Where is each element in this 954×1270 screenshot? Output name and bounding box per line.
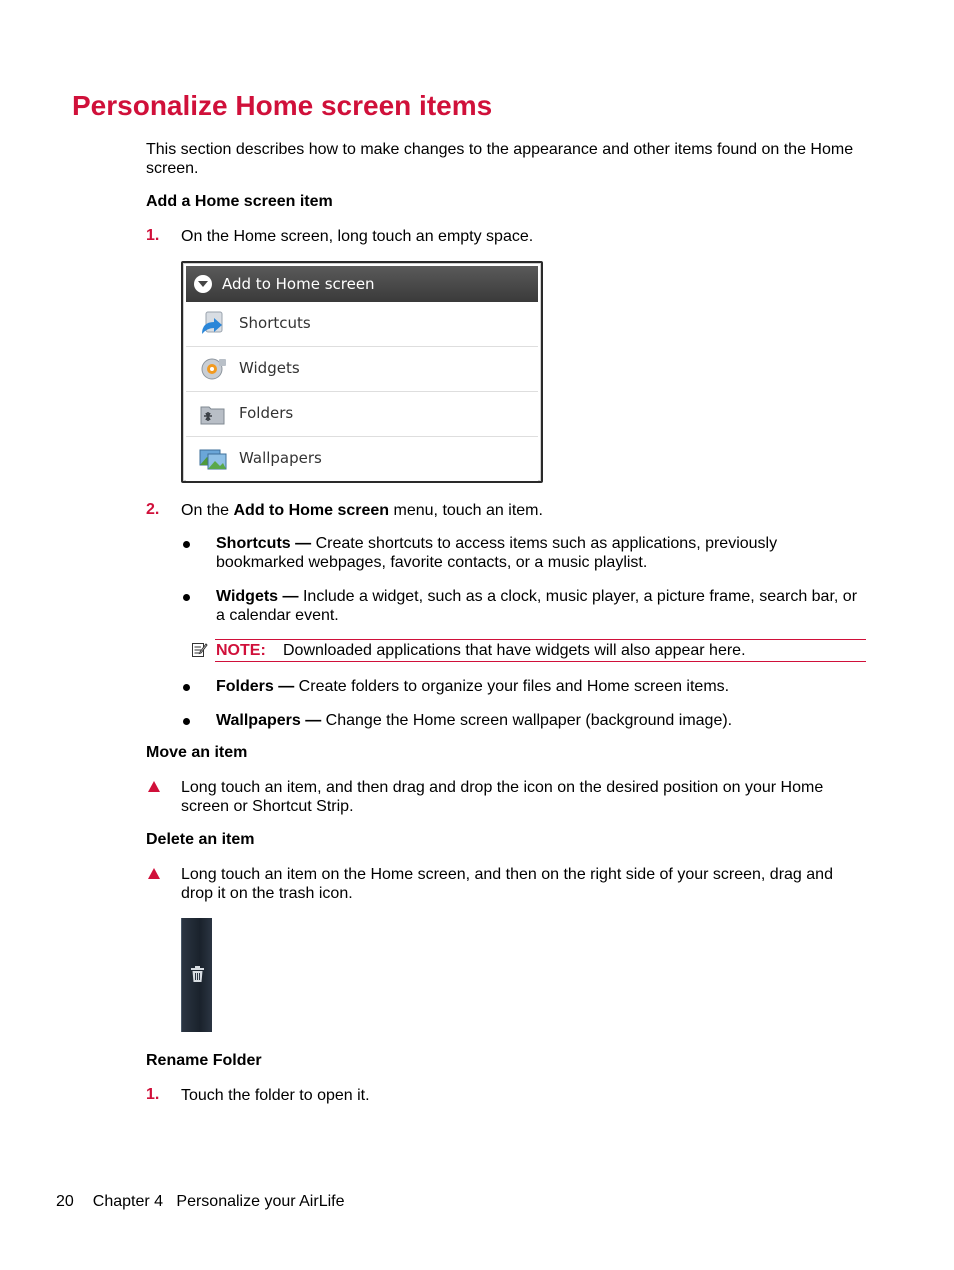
bullet-text: Include a widget, such as a clock, music player, a picture frame, search bar, or a calendar event. xyxy=(216,588,858,624)
wallpapers-icon xyxy=(198,445,228,473)
bullet-shortcuts xyxy=(216,534,866,572)
trash-icon xyxy=(191,966,204,982)
bullet-term: Shortcuts — xyxy=(216,535,312,552)
bullet-folders xyxy=(216,677,866,696)
note-bottom-rule xyxy=(215,661,866,662)
folders-icon xyxy=(198,400,228,428)
step-number: 1. xyxy=(146,227,160,244)
menu-item-folders[interactable] xyxy=(186,392,538,437)
menu-down-icon xyxy=(194,275,212,293)
bullet-widgets xyxy=(216,587,866,625)
bullet-text: Create shortcuts to access items such as applications, previously bookmarked webpages, favorite contacts, or a music playlist. xyxy=(216,535,778,571)
widgets-icon xyxy=(198,355,228,383)
triangle-bullet-icon xyxy=(148,781,160,792)
move-item-text: Long touch an item, and then drag and drop the icon on the desired position on your Home screen or Shortcut Strip. xyxy=(181,779,824,815)
bullet-icon xyxy=(183,684,190,691)
page-title: Personalize Home screen items xyxy=(72,90,493,121)
bullet-text: Create folders to organize your files and Home screen items. xyxy=(294,678,730,695)
bullet-wallpapers xyxy=(216,711,866,730)
menu-item-label: Widgets xyxy=(239,359,300,377)
step-text-post: menu, touch an item. xyxy=(389,502,543,519)
menu-item-label: Wallpapers xyxy=(239,449,322,467)
page-footer xyxy=(56,1193,344,1211)
bullet-icon xyxy=(183,594,190,601)
menu-item-widgets[interactable] xyxy=(186,347,538,392)
intro-paragraph: This section describes how to make changes to the appearance and other items found on the Home screen. xyxy=(146,141,854,177)
bullet-icon xyxy=(183,541,190,548)
shortcuts-icon xyxy=(198,310,228,338)
bullet-term: Wallpapers — xyxy=(216,712,322,729)
step-text xyxy=(181,501,543,520)
trash-strip-screenshot xyxy=(181,918,212,1032)
bullet-term: Widgets — xyxy=(216,588,299,605)
menu-header xyxy=(186,266,538,302)
menu-item-shortcuts[interactable] xyxy=(186,302,538,347)
heading-add-item: Add a Home screen item xyxy=(146,193,333,210)
menu-header-label: Add to Home screen xyxy=(222,275,375,293)
note-icon xyxy=(191,641,208,658)
menu-item-wallpapers[interactable] xyxy=(186,437,538,481)
menu-item-label: Shortcuts xyxy=(239,314,311,332)
step-text: Touch the folder to open it. xyxy=(181,1087,370,1104)
step-number: 1. xyxy=(146,1086,160,1103)
heading-delete-item: Delete an item xyxy=(146,831,255,848)
menu-item-label: Folders xyxy=(239,404,294,422)
step-text: On the Home screen, long touch an empty space. xyxy=(181,228,534,245)
bullet-icon xyxy=(183,718,190,725)
heading-move-item: Move an item xyxy=(146,744,248,761)
note-label: NOTE: xyxy=(216,642,266,659)
bullet-term: Folders — xyxy=(216,678,295,695)
step-text-bold: Add to Home screen xyxy=(233,502,390,519)
chapter-label: Chapter 4 Personalize your AirLife xyxy=(92,1193,345,1210)
note-top-rule xyxy=(215,639,866,640)
add-to-home-menu-screenshot xyxy=(181,261,543,483)
step-number: 2. xyxy=(146,501,160,518)
bullet-text: Change the Home screen wallpaper (background image). xyxy=(321,712,733,729)
triangle-bullet-icon xyxy=(148,868,160,879)
delete-item-text: Long touch an item on the Home screen, and then on the right side of your screen, drag and drop it on the trash icon. xyxy=(181,866,833,902)
note-text: Downloaded applications that have widgets will also appear here. xyxy=(283,642,746,659)
step-text-pre: On the xyxy=(181,502,234,519)
page-number: 20 xyxy=(56,1193,74,1210)
heading-rename-folder: Rename Folder xyxy=(146,1052,262,1069)
